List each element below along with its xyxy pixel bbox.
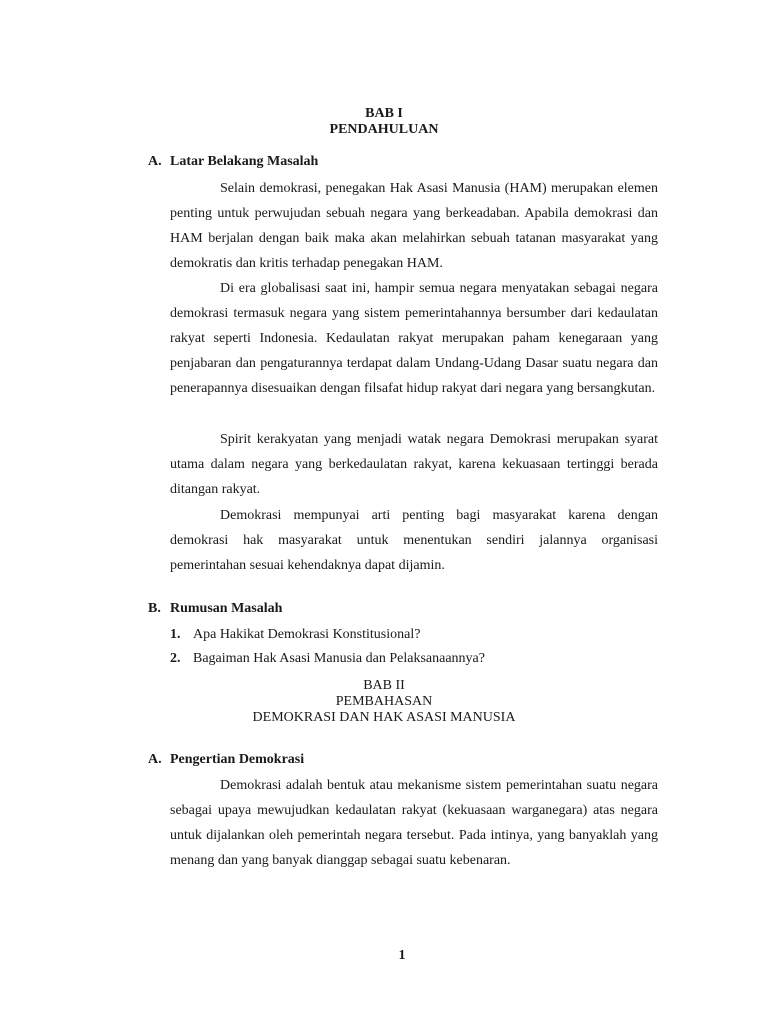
bab1-title: BAB I <box>365 106 403 121</box>
paragraph: Demokrasi mempunyai arti penting bagi masyarakat karena dengan demokrasi hak masyarakat untuk menentukan sendiri jalannya organisasi pemerintahan sesuai kehendaknya dapat dijamin. <box>170 508 658 573</box>
section-title: Latar Belakang Masalah <box>170 154 319 169</box>
list-item <box>170 651 485 667</box>
section-heading-rumusan-masalah <box>148 601 282 617</box>
section-letter: B. <box>148 601 161 616</box>
paragraph: Demokrasi adalah bentuk atau mekanisme sistem pemerintahan suatu negara sebagai upaya mewujudkan kedaulatan rakyat (kekuasaan warganegara) atas negara untuk dijalankan oleh pemerintah negara tersebut. Pada intinya, yang banyaklah yang menang dan yang banyak dianggap sebagai suatu kebenaran. <box>170 778 658 868</box>
paragraph: Selain demokrasi, penegakan Hak Asasi Manusia (HAM) merupakan elemen penting untuk perwujudan sebuah negara yang berkeadaban. Apabila demokrasi dan HAM berjalan dengan baik maka akan melahirkan sebuah tatanan masyarakat yang demokratis dan kritis terhadap penegakan HAM. <box>170 181 658 271</box>
page-number: 1 <box>398 948 406 963</box>
paragraph: Spirit kerakyatan yang menjadi watak negara Demokrasi merupakan syarat utama dalam negara yang berkedaulatan rakyat, karena kekuasaan tertinggi berada ditangan rakyat. <box>170 432 658 497</box>
bab2-subtitle2: DEMOKRASI DAN HAK ASASI MANUSIA <box>252 710 516 725</box>
paragraph: Di era globalisasi saat ini, hampir semua negara menyatakan sebagai negara demokrasi termasuk negara yang sistem pemerintahannya bersumber dari kedaulatan rakyat seperti Indonesia. Kedaulatan rakyat merupakan paham kenegaraan yang penjabaran dan pengaturannya terdapat dalam Undang-Udang Dasar suatu negara dan penerapannya disesuaikan dengan filsafat hidup rakyat dari negara yang bersangkutan. <box>170 281 658 396</box>
section-heading-pengertian-demokrasi <box>148 752 304 768</box>
list-number: 2. <box>170 651 181 666</box>
list-text: Bagaiman Hak Asasi Manusia dan Pelaksanaannya? <box>193 651 485 666</box>
list-number: 1. <box>170 627 181 642</box>
bab1-subtitle: PENDAHULUAN <box>329 122 439 137</box>
bab2-title: BAB II <box>363 678 405 693</box>
list-item <box>170 627 420 643</box>
section-letter: A. <box>148 752 162 767</box>
section-title: Rumusan Masalah <box>170 601 283 616</box>
bab2-subtitle: PEMBAHASAN <box>335 694 433 709</box>
section-heading-latar-belakang <box>148 154 318 170</box>
list-text: Apa Hakikat Demokrasi Konstitusional? <box>193 627 421 642</box>
section-letter: A. <box>148 154 162 169</box>
section-title: Pengertian Demokrasi <box>170 752 305 767</box>
